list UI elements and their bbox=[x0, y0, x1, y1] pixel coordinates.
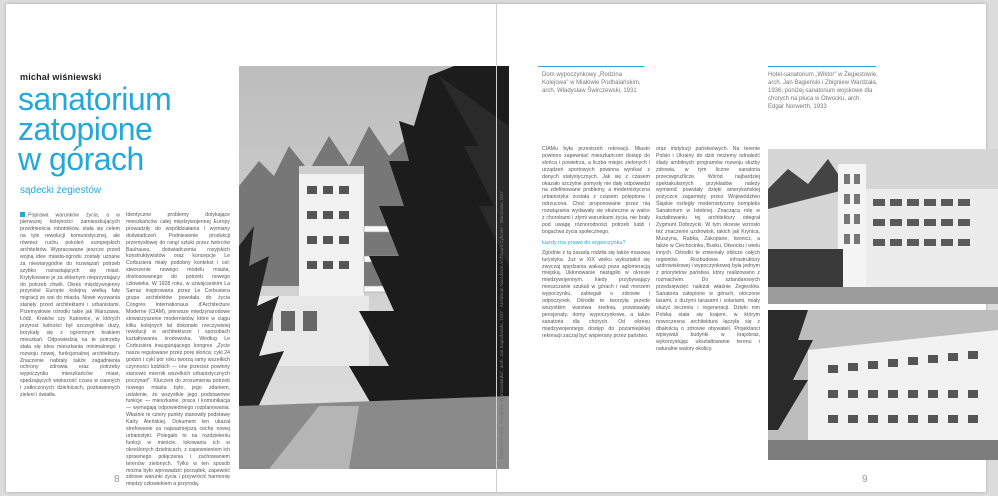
section-subhead: każdy ma prawo do wypoczynku? bbox=[542, 239, 626, 246]
sanatorium-photo-main bbox=[239, 66, 509, 469]
title-line: sanatorium bbox=[18, 81, 172, 117]
column-text: oraz instytucji państwowych. Na terenie Polski i Ukrainy do dziś możemy odnaleźć ślady ambitnych programów rozwoju służby zdrowia, w tym liczne sanatoria przeciwgruźlicze. Wśród najbardziej spektakularnych przykładów należy wymienić powstały dzięki amerykańskiej pożyczce zagarnięty przez Województwo Śląskie rozległy modernistyczny kompleks Sanatorium w Istebnej. Znaczącą rolę w kształtowaniu tej architektury odegrał Zygmunt Dobrzycki. W tym okresie wzrosło też znaczenie uzdrowisk, takich jak Krynica, Muszyna, Rabka, Zakopane, Iwonicz, a także w Ciechocinku, Busku, Otwocku i wielu innych. Ośrodki te zmieniały oblicze całych regionów. Rozbudowa infrastruktury uzdrowiskowej i wypoczynkowej była jednym z priorytetów państwa, który realizowano z rozmachem. Do sztandarowych przedsięwzięć należał właśnie Żegiestów. Sanatoria zatopione w górach, otoczone lasami, z dużymi tarasami i solariami, miały służyć leczeniu i regeneracji. Dzięki nim Polska stała się krajem, w którym nowoczesna architektura łączyła się z dbałością o zdrowie obywateli. Projektanci wpisywali budynki w krajobraz, wykorzystując ukształtowanie terenu i naturalne walory okolicy. bbox=[656, 146, 760, 353]
author-name: michał wiśniewski bbox=[20, 72, 102, 82]
column-text: Zgodnie z tą zasadą rodziła się także masowa turystyka. Już w XIX wieku wykształcił się zwyczaj spędzania wakacji poza aglomeracją miejską. Ukłonowanie nastąpiło w okresie międzywojennym, kiedy przybywający mieszczanie szukali w górach i nad morzem wypoczynku, zabiegali o zdrowie i odpoczynek. Ośrodki te tworzyła przede wszystkim warstwa średnia, powstawały pensjonaty, domy wypoczynkowe, a także sanatoria dla chorych. Od okresu międzywojennego dostęp do pozamiejskiej rekreacji zaczął być wspierany przez państwo. bbox=[542, 249, 650, 339]
article-subtitle: sądecki żegiestów bbox=[20, 185, 102, 196]
text-column-3 bbox=[542, 146, 650, 464]
text-column-1 bbox=[20, 212, 120, 467]
photo-vertical-caption: Żegiestów-Zdrój. Pensjonat „Warszawianka", arch. Jan Bogusławski, 1937 · Archiwum Narodowe Archiwum Cyfrowe · Warszawa 1937 bbox=[499, 191, 504, 459]
page-number-right: 9 bbox=[862, 474, 868, 485]
article-title bbox=[18, 81, 228, 177]
column-text: Poprawa warunków życia, a w pierwszej kolejności zamieszkujących przedmieścia robotników, stała się celem na tyle rewolucji komunistycznej, ale również ruchu pokoleń europejskich architektów. Wypracowane jeszcze przed wojną idee miasta-ogrodu zostały uznane za niewiarygodne do rozwiązań potrzeb szybko rozrastających się miast. Krytykowano je za elitarnym nieprzystający do potrzeb chwili. Okres międzywojenny przyniósł Europie kolejną wielką falę migracji ze wsi do miasta. Nowe wyzwania stanęły przed architektami i urbanistami. Przemysłowe ośrodki takie jak Warszawa, Łódź, Kraków czy Katowice, w których przyrost ludności był szczególnie duży, borykały się z ogromnym brakiem mieszkań. Odpowiedzią na te potrzeby stała się idea mieszkania minimalnego i rozwoju nowej, funkcjonalnej architektury. Znaczenie nabrały także zagadnienia ochrony zdrowia oraz potrzeby wypoczynku mieszkańców miast, spędzających większość czasu w ciasnych i zatłoczonych dzielnicach, pozbawionych zieleni i światła. bbox=[20, 212, 120, 399]
text-column-2 bbox=[126, 212, 230, 488]
paragraph-marker bbox=[20, 212, 25, 217]
photo-caption-1: Dom wypoczynkowy „Rodzina Kolejowa" w Miałowie Podhalańskim, arch. Władysław Świrczewski, 1931 bbox=[542, 72, 641, 94]
hotel-sanatorium-photo bbox=[768, 149, 998, 304]
caption-rule-1 bbox=[538, 66, 644, 67]
title-line: zatopione bbox=[18, 111, 153, 147]
text-column-4 bbox=[656, 146, 760, 464]
page-number-left: 8 bbox=[114, 474, 120, 485]
column-text: CIAMu była przestrzeń rekreacji. Miasto powinno zapewniać mieszkańcom dostęp do słońca i powietrza, a liczba miejsc zielonych i urządzeń sportowych powinna wynikać z danych statystycznych. Jak się z czasem okazało szczytne pomysły nie dały odpowiedzi na zdefiniowane problemy, a modernistyczna urbanistyka została z czasem potępiona i odrzucona. Choć proponowane przez nią rozwiązania wydawały się skuteczne w walce z chorobami i złymi warunkami życia, nie brały pod uwagę różnorodności potrzeb ludzi i bogactwa życia społecznego. bbox=[542, 146, 650, 235]
photo-caption-2: Hotel-sanatorium „Wiktor" w Żegiestowie, arch. Jan Bagieński i Zbigniew Wardzała, 1936; poniżej sanatorium wojskowe dla chorych na płuca w Otwocku, arch. Edgar Norwerth, 1933 bbox=[768, 72, 878, 110]
page-gutter bbox=[496, 4, 497, 492]
military-sanatorium-photo bbox=[768, 310, 998, 460]
magazine-spread bbox=[6, 4, 986, 492]
title-line: w górach bbox=[18, 141, 144, 177]
column-text: Identyczne problemy dotykające mieszkańców całej międzywojennej Europy prowadziły do współdziałania i wymiany doświadczeń. Podniesienie produkcji przemysłowej do rangi sztuki przez twórców Bauhausu, doświadczenia rosyjskich konstruktywistów oraz koncepcje Le Corbusiera miały podobny kontekst i cel: stworzenie nowego modelu miasta, dostosowanego do potrzeb nowego człowieka. W 1928 roku, w szwajcarskim La Sarraz inspirowana przez Le Corbusiera grupa architektów powołała do życia Congrès Internationaux d'Architecture Moderne (CIAM), pierwsze międzynarodowe stowarzyszenie modernistów, które w ciągu kilku kolejnych lat dokonało rzeczywistej rewolucji w architekturze i sposobach kształtowania środowiska. Według Le Corbusiera inaugurującego kongres „Życie nasze regulowane przez porę słońca; cykl 24 godzin i cykl pór roku tworzą ramy wszelkich czynności ludzkich — one przecież powinny stanowić miernik wszelkich urbanistycznych poczynań". Kluczem do zrozumienia potrzeb nowego miasta było, jego zdaniem, ustalenie, że wszystkie jego podstawowe funkcje — mieszkanie, praca i komunikacja — wymagają odpowiedniego rozplanowania. Właśnie te cztery punkty stanowiły podstawę Karty Ateńskiej. Dokument ten ukazał strefowanie za najważniejszą cechę nowej urbanistyki. Polegało to na rozdzieleniu funkcji w mieście, lokowaniu ich w określonych dzielnicach, z zapewnieniem ich sprawnego połączenia i zachowaniem terenów zielonych. Tylko w ten sposób można było wprowadzić porządek, zapewnić zdrowe warunki życia i przywrócić harmonię między człowiekiem a przyrodą. bbox=[126, 212, 230, 488]
caption-rule-2 bbox=[768, 66, 876, 67]
